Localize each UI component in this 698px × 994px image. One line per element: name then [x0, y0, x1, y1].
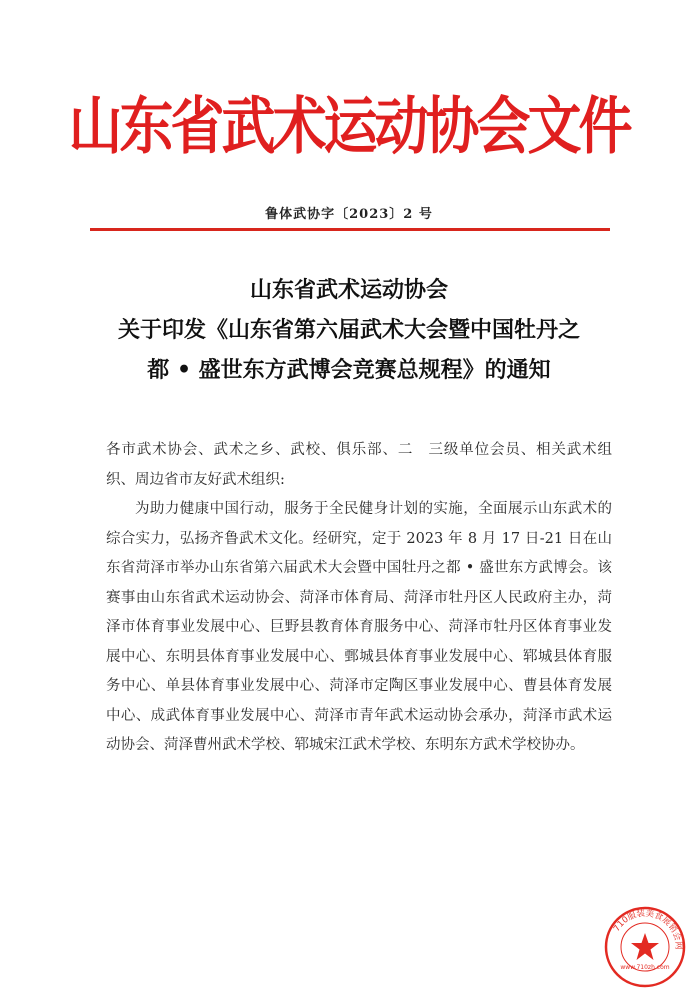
red-divider-rule	[90, 228, 610, 231]
masthead-title: 山东省武术运动协会文件	[68, 90, 630, 163]
watermark-seal	[604, 906, 686, 988]
title-line-2: 关于印发《山东省第六届武术大会暨中国牡丹之	[117, 317, 580, 343]
title-line-1: 山东省武术运动协会	[249, 277, 448, 303]
seal-ring-text: 710服装美食展销会网	[611, 908, 684, 950]
document-number: 鲁体武协字〔2023〕2 号	[265, 207, 433, 222]
title-line-3: 都 • 盛世东方武博会竞赛总规程》的通知	[147, 357, 551, 383]
notice-body	[106, 436, 612, 761]
salutation: 各市武术协会、武术之乡、武校、俱乐部、二 三级单位会员、相关武术组织、周边省市友好武术组织:	[106, 442, 612, 488]
seal-url-text: www.710zh.com	[620, 964, 670, 971]
notice-title	[60, 270, 638, 390]
body-paragraph: 为助力健康中国行动，服务于全民健身计划的实施，全面展示山东武术的综合实力，弘扬齐鲁武术文化。经研究，定于 2023 年 8 月 17 日-21 日在山东省菏泽市举办山东省第六届武术大会暨中国牡丹之都 • 盛世东方武博会。该赛事由山东省武术运动协会、菏泽市体育局、菏泽市牡丹区人民政府主办，菏泽市体育事业发展中心、巨野县教育体育服务中心、菏泽市牡丹区体育事业发展中心、东明县体育事业发展中心、鄄城县体育事业发展中心、郓城县体育服务中心、单县体育事业发展中心、菏泽市定陶区事业发展中心、曹县体育发展中心、成武体育事业发展中心、菏泽市青年武术运动协会承办，菏泽市武术运动协会、菏泽曹州武术学校、郓城宋江武术学校、东明东方武术学校协办。	[106, 501, 612, 753]
